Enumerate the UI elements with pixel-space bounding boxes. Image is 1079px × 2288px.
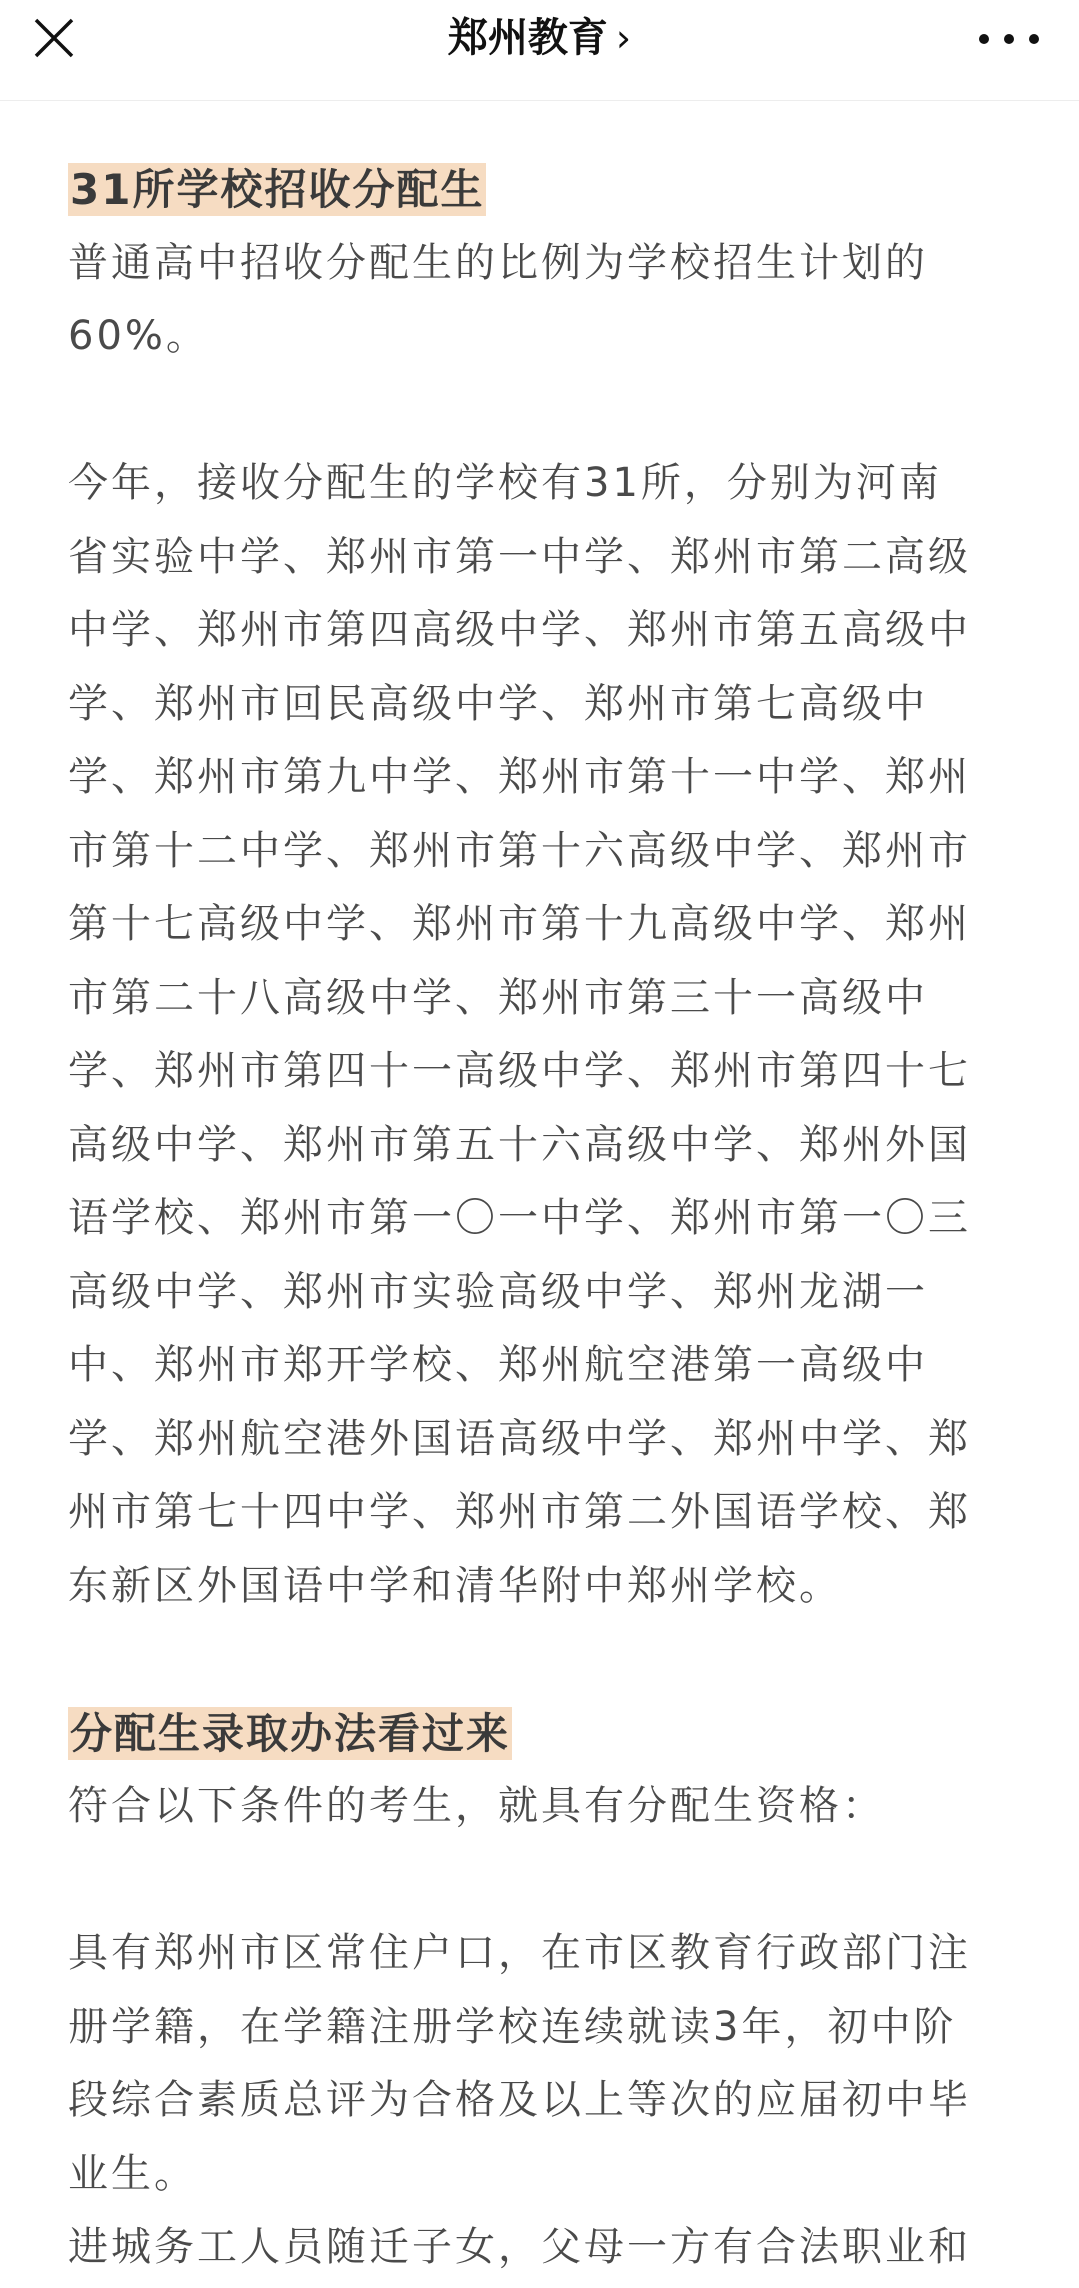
text-line: 段综合素质总评为合格及以上等次的应届初中毕 bbox=[68, 2077, 971, 2123]
text-line: 东新区外国语中学和清华附中郑州学校。 bbox=[68, 1562, 842, 1609]
text-line: 市第十二中学、郑州市第十六高级中学、郑州市 bbox=[68, 827, 971, 874]
section-heading bbox=[68, 1697, 1018, 1771]
text-line: 中学、郑州市第四高级中学、郑州市第五高级中 bbox=[68, 607, 971, 653]
text-line: 进城务工人员随迁子女，父母一方有合法职业和 bbox=[68, 2224, 971, 2270]
account-name: 郑州教育 bbox=[447, 15, 608, 61]
text-line: 学、郑州航空港外国语高级中学、郑州中学、郑 bbox=[68, 1415, 971, 1462]
more-icon-dot bbox=[1004, 34, 1014, 44]
more-icon-dot bbox=[1029, 34, 1039, 44]
text-line: 省实验中学、郑州市第一中学、郑州市第二高级 bbox=[68, 533, 971, 580]
more-icon bbox=[979, 34, 989, 44]
text-line: 今年，接收分配生的学校有31所，分别为河南 bbox=[68, 460, 942, 506]
text-line: 学、郑州市第四十一高级中学、郑州市第四十七 bbox=[68, 1048, 971, 1094]
paragraph bbox=[68, 1770, 1018, 1844]
text-line: 符合以下条件的考生，就具有分配生资格： bbox=[68, 1783, 885, 1829]
text-line: 语学校、郑州市第一〇一中学、郑州市第一〇三 bbox=[68, 1195, 971, 1241]
text-line: 学、郑州市回民高级中学、郑州市第七高级中 bbox=[68, 680, 928, 727]
text-line: 60%。 bbox=[68, 313, 209, 359]
paragraph bbox=[68, 227, 1018, 374]
section-heading bbox=[68, 153, 1018, 227]
text-line: 高级中学、郑州市实验高级中学、郑州龙湖一 bbox=[68, 1268, 928, 1315]
text-line: 业生。 bbox=[68, 2150, 197, 2197]
text-line: 州市第七十四中学、郑州市第二外国语学校、郑 bbox=[68, 1489, 971, 1535]
more-button[interactable] bbox=[979, 24, 1039, 54]
text-line: 第十七高级中学、郑州市第十九高级中学、郑州 bbox=[68, 901, 971, 947]
text-line: 普通高中招收分配生的比例为学校招生计划的 bbox=[68, 239, 928, 286]
account-title-link[interactable] bbox=[0, 12, 1079, 64]
text-line: 中、郑州市郑开学校、郑州航空港第一高级中 bbox=[68, 1342, 928, 1388]
text-line: 册学籍，在学籍注册学校连续就读3年，初中阶 bbox=[68, 2003, 957, 2050]
top-bar bbox=[0, 0, 1079, 101]
section-heading-text: 分配生录取办法看过来 bbox=[70, 1708, 511, 1758]
text-line: 高级中学、郑州市第五十六高级中学、郑州外国 bbox=[68, 1121, 971, 1168]
paragraph-eligibility bbox=[68, 1917, 1018, 2285]
text-line: 市第二十八高级中学、郑州市第三十一高级中 bbox=[68, 974, 928, 1021]
chevron-right-icon: › bbox=[615, 16, 632, 60]
text-line: 学、郑州市第九中学、郑州市第十一中学、郑州 bbox=[68, 754, 971, 800]
article-body bbox=[68, 153, 1018, 2285]
paragraph-school-list bbox=[68, 447, 1018, 1623]
section-heading-text: 31所学校招收分配生 bbox=[70, 165, 485, 214]
text-line: 具有郑州市区常住户口，在市区教育行政部门注 bbox=[68, 1930, 971, 1976]
